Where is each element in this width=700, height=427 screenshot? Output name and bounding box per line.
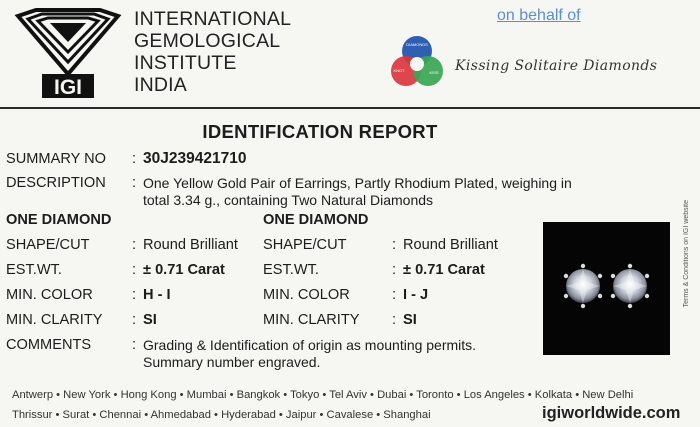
weight-value-left: ± 0.71 Carat bbox=[143, 262, 225, 278]
description-text bbox=[143, 175, 663, 209]
svg-text:IGI: IGI bbox=[53, 76, 83, 99]
color-label-right: MIN. COLOR bbox=[263, 287, 350, 303]
colon: : bbox=[132, 237, 137, 253]
colon: : bbox=[132, 337, 137, 353]
colon: : bbox=[132, 287, 137, 303]
institute-line: INDIA bbox=[134, 74, 188, 96]
colon: : bbox=[132, 175, 137, 191]
shape-value-right: Round Brilliant bbox=[403, 237, 498, 253]
color-label-left: MIN. COLOR bbox=[6, 287, 93, 303]
shape-label-left: SHAPE/CUT bbox=[6, 237, 90, 253]
cities-list: Thrissur • Surat • Chennai • Ahmedabad • Hyderabad • Jaipur • Cavalese • Shanghai bbox=[12, 409, 431, 421]
description-line: total 3.34 g., containing Two Natural Diamonds bbox=[143, 192, 434, 208]
svg-text:KISS: KISS bbox=[429, 70, 439, 75]
colon: : bbox=[392, 287, 397, 303]
colon: : bbox=[132, 262, 137, 278]
cities-list: Antwerp • New York • Hong Kong • Mumbai • Bangkok • Tokyo • Tel Aviv • Dubai • Toronto • Los Angeles • Kolkata • New Delhi bbox=[12, 389, 634, 401]
shape-value-left: Round Brilliant bbox=[143, 237, 238, 253]
partner-name: Kissing Solitaire Diamonds bbox=[455, 58, 658, 74]
colon: : bbox=[392, 237, 397, 253]
comments-label: COMMENTS bbox=[6, 337, 92, 353]
comments-text bbox=[143, 337, 476, 371]
report-title: IDENTIFICATION REPORT bbox=[202, 121, 438, 142]
colon: : bbox=[132, 151, 137, 167]
terms-note: Terms & Conditions on IGI website bbox=[683, 200, 690, 308]
clarity-value-right: SI bbox=[403, 312, 417, 328]
summary-number: 30J239421710 bbox=[143, 150, 247, 167]
website-link[interactable]: igiworldwide.com bbox=[542, 404, 681, 422]
colon: : bbox=[392, 312, 397, 328]
weight-label-right: EST.WT. bbox=[263, 262, 319, 278]
comments-line: Grading & Identification of origin as mounting permits. bbox=[143, 337, 477, 353]
institute-line: INSTITUTE bbox=[134, 52, 237, 74]
weight-value-right: ± 0.71 Carat bbox=[403, 262, 485, 278]
institute-line: INTERNATIONAL bbox=[134, 8, 292, 30]
shape-label-right: SHAPE/CUT bbox=[263, 237, 347, 253]
on-behalf-link[interactable]: on behalf of bbox=[497, 7, 581, 24]
colon: : bbox=[132, 312, 137, 328]
diamond-heading-left: ONE DIAMOND bbox=[6, 212, 112, 228]
institute-name bbox=[134, 8, 291, 96]
clarity-label-right: MIN. CLARITY bbox=[263, 312, 360, 328]
igi-logo bbox=[14, 8, 122, 100]
weight-label-left: EST.WT. bbox=[6, 262, 62, 278]
description-line: One Yellow Gold Pair of Earrings, Partly Rhodium Plated, weighing in bbox=[143, 175, 572, 191]
svg-text:DIAMONDS: DIAMONDS bbox=[406, 42, 428, 47]
diamond-heading-right: ONE DIAMOND bbox=[263, 212, 369, 228]
color-value-left: H - I bbox=[143, 287, 171, 303]
svg-text:KNOT: KNOT bbox=[393, 68, 405, 73]
clarity-value-left: SI bbox=[143, 312, 157, 328]
earrings-photo bbox=[543, 222, 670, 355]
partner-badge-icon bbox=[386, 32, 448, 94]
comments-line: Summary number engraved. bbox=[143, 354, 321, 370]
summary-label: SUMMARY NO bbox=[6, 151, 107, 167]
colon: : bbox=[392, 262, 397, 278]
color-value-right: I - J bbox=[403, 287, 429, 303]
header-divider bbox=[0, 107, 700, 109]
clarity-label-left: MIN. CLARITY bbox=[6, 312, 103, 328]
institute-line: GEMOLOGICAL bbox=[134, 30, 281, 52]
description-label: DESCRIPTION bbox=[6, 175, 106, 191]
